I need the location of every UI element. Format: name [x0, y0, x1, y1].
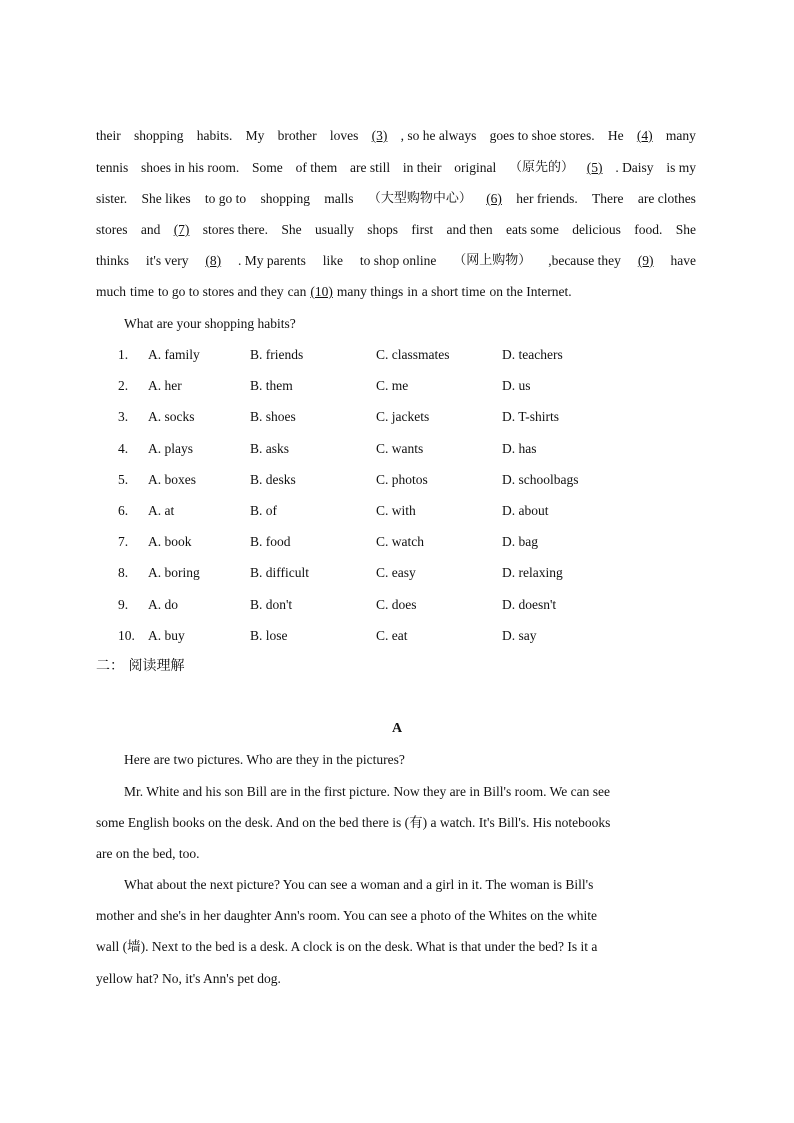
option-c: C. classmates — [376, 347, 450, 362]
word: much — [96, 284, 126, 299]
option-a: A. family — [148, 347, 200, 362]
word: is my — [666, 160, 696, 175]
word: many things — [336, 284, 404, 299]
word: many — [665, 128, 696, 143]
option-row — [118, 626, 638, 646]
paragraph-2-line: Mr. White and his son Bill are in the first picture. Now they are in Bill's room. We can see — [124, 784, 610, 799]
word: He — [607, 128, 624, 143]
word: to shop online — [359, 253, 437, 268]
option-c: C. with — [376, 503, 416, 518]
word: goes to shoe stores. — [489, 128, 595, 143]
blank-4: (4) — [636, 128, 653, 143]
option-d: D. teachers — [502, 347, 563, 362]
option-row — [118, 470, 638, 490]
option-b: B. desks — [250, 471, 296, 487]
paragraph-3-line: wall (墙). Next to the bed is a desk. A clock is on the desk. What is that under the bed? Is it a — [96, 939, 598, 954]
option-c: C. watch — [376, 534, 424, 550]
word: malls — [324, 191, 354, 206]
paragraph-3-line: mother and she's in her daughter Ann's room. You can see a photo of the Whites on the white — [96, 908, 598, 923]
option-a: A. boxes — [148, 471, 196, 487]
word: . My parents — [238, 253, 306, 268]
word: to go to — [204, 191, 247, 206]
option-d: D. T-shirts — [502, 409, 560, 425]
option-b: B. difficult — [250, 565, 309, 581]
word: and then — [446, 222, 493, 237]
question-number: 6. — [118, 503, 129, 518]
question-number: 4. — [118, 440, 129, 456]
blank-3: (3) — [371, 128, 388, 143]
word: are still — [349, 160, 391, 175]
word: stores — [96, 222, 128, 237]
question-number: 1. — [118, 347, 129, 362]
word: stores there. — [202, 222, 269, 237]
option-a: A. buy — [148, 627, 185, 643]
option-row — [118, 439, 638, 459]
option-a: A. do — [148, 596, 178, 612]
option-b: B. asks — [250, 440, 290, 456]
option-b: B. of — [250, 503, 277, 518]
paragraph-2-line: are on the bed, too. — [96, 846, 200, 861]
passage-line-6 — [96, 282, 696, 302]
option-c: C. photos — [376, 471, 428, 487]
option-c: C. does — [376, 596, 417, 612]
word: sister. — [96, 191, 128, 206]
word: tennis — [96, 160, 129, 175]
gloss-chinese: （网上购物） — [453, 253, 532, 268]
blank-5: (5) — [586, 160, 603, 175]
word: and — [140, 222, 161, 237]
passage-line-4 — [96, 220, 696, 240]
gloss-chinese: （原先的） — [509, 160, 575, 175]
word: have — [670, 253, 696, 268]
word: on the Internet. — [489, 284, 572, 299]
option-a: A. boring — [148, 565, 200, 581]
word: of them — [295, 160, 338, 175]
word: shops — [367, 222, 399, 237]
option-d: D. schoolbags — [502, 471, 579, 487]
question-number: 8. — [118, 565, 129, 581]
word: thinks — [96, 253, 130, 268]
passage-question: What are your shopping habits? — [124, 316, 296, 331]
word: usually — [314, 222, 354, 237]
option-a: A. book — [148, 534, 192, 550]
word: it's very — [145, 253, 189, 268]
word: habits. — [196, 128, 233, 143]
option-a: A. plays — [148, 440, 193, 456]
option-c: C. me — [376, 378, 409, 394]
question-number: 5. — [118, 471, 129, 487]
paragraph-3-line: What about the next picture? You can see a woman and a girl in it. The woman is Bill's — [124, 877, 594, 892]
word: original — [454, 160, 497, 175]
gloss-chinese: （大型购物中心） — [367, 191, 472, 206]
option-b: B. shoes — [250, 409, 296, 425]
word: My — [245, 128, 265, 143]
blank-9: (9) — [637, 253, 654, 268]
word: , so he always — [400, 128, 477, 143]
word: a short time — [421, 284, 486, 299]
word: eats some — [505, 222, 559, 237]
option-d: D. about — [502, 503, 549, 518]
word: are clothes — [637, 191, 696, 206]
blank-7: (7) — [173, 222, 190, 237]
option-row — [118, 532, 638, 552]
word: shoes in his room. — [141, 160, 240, 175]
word: their — [96, 128, 121, 143]
word: her friends. — [516, 191, 578, 206]
option-c: C. easy — [376, 565, 416, 581]
option-c: C. jackets — [376, 409, 430, 425]
blank-10: (10) — [310, 284, 333, 299]
word: first — [411, 222, 434, 237]
question-number: 3. — [118, 409, 129, 425]
option-d: D. us — [502, 378, 531, 394]
word: brother — [277, 128, 317, 143]
option-row — [118, 501, 638, 521]
word: She — [281, 222, 302, 237]
option-d: D. has — [502, 440, 537, 456]
option-row — [118, 595, 638, 615]
option-row — [118, 376, 638, 396]
option-d: D. say — [502, 627, 537, 643]
option-b: B. them — [250, 378, 293, 394]
paragraph-3-line: yellow hat? No, it's Ann's pet dog. — [96, 971, 281, 986]
word: She — [675, 222, 696, 237]
word: ,because they — [548, 253, 621, 268]
option-c: C. eat — [376, 627, 408, 643]
option-d: D. bag — [502, 534, 538, 550]
word: There — [592, 191, 624, 206]
blank-6: (6) — [486, 191, 502, 206]
option-row — [118, 563, 638, 583]
option-d: D. doesn't — [502, 596, 557, 612]
word: shopping — [260, 191, 310, 206]
paragraph-2-line: some English books on the desk. And on the bed there is (有) a watch. It's Bill's. His notebooks — [96, 815, 611, 830]
option-d: D. relaxing — [502, 565, 563, 581]
question-number: 7. — [118, 534, 129, 550]
section-heading: 二： 阅读理解 — [96, 658, 185, 674]
word: She likes — [141, 191, 191, 206]
option-b: B. friends — [250, 347, 304, 362]
word: time — [130, 284, 154, 299]
word: delicious — [572, 222, 621, 237]
paragraph-1: Here are two pictures. Who are they in the pictures? — [124, 752, 405, 767]
word: loves — [329, 128, 359, 143]
option-row — [118, 345, 638, 365]
word: shopping — [134, 128, 184, 143]
word: in — [407, 284, 418, 299]
question-number: 10. — [118, 627, 135, 643]
option-c: C. wants — [376, 440, 424, 456]
option-a: A. her — [148, 378, 182, 394]
blank-8: (8) — [205, 253, 222, 268]
option-b: B. don't — [250, 596, 293, 612]
word: can — [287, 284, 307, 299]
passage-line-2 — [96, 158, 696, 178]
word: . Daisy — [615, 160, 654, 175]
option-b: B. lose — [250, 627, 288, 643]
passage-line-5 — [96, 251, 696, 271]
passage-line-3 — [96, 189, 696, 209]
option-row — [118, 407, 638, 427]
word: like — [322, 253, 344, 268]
word: Some — [252, 160, 283, 175]
option-b: B. food — [250, 534, 291, 550]
passage-title: A — [391, 721, 403, 736]
word: food. — [634, 222, 663, 237]
option-a: A. at — [148, 503, 175, 518]
word: to go to stores and they — [158, 284, 284, 299]
option-a: A. socks — [148, 409, 195, 425]
question-number: 9. — [118, 596, 129, 612]
question-number: 2. — [118, 378, 129, 394]
passage-line-1 — [96, 126, 696, 146]
word: in their — [402, 160, 442, 175]
